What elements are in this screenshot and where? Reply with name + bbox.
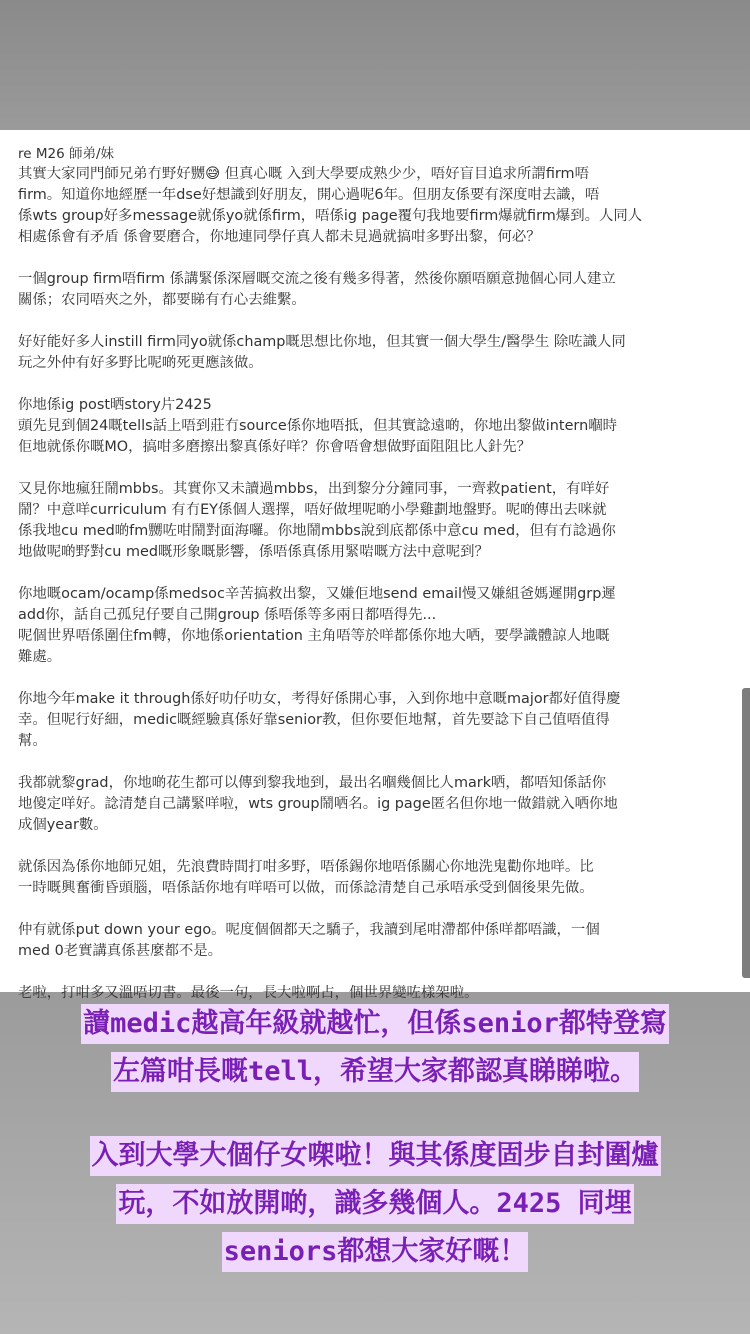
post-paragraph xyxy=(18,857,736,899)
post-line: 幫。 xyxy=(18,733,47,749)
post-line: 呢個世界唔係圍住fm轉，你地係orientation 主角唔等於咩都係你地大哂，要學識體諒人地嘅 xyxy=(18,628,610,644)
post-line: med 0老實講真係甚麼都不是。 xyxy=(18,943,223,959)
caption-line: 讀medic越高年級就越忙，但係senior都特登寫 xyxy=(81,1004,669,1044)
post-line: 玩之外仲有好多野比呢啲死更應該做。 xyxy=(18,355,263,371)
post-line: 難處。 xyxy=(18,649,62,665)
post-line: add你，話自己孤兒仔要自己開group 係唔係等多兩日都唔得先... xyxy=(18,607,437,623)
post-line: 頭先見到個24嘅tells話上唔到莊冇source係你地唔抵，但其實諗遠啲，你地出黎做intern嗰時 xyxy=(18,418,617,434)
post-body xyxy=(18,164,736,1025)
post-line: 仲有就係put down your ego。呢度個個都天之驕子，我讀到尾咁滯都仲係咩都唔識，一個 xyxy=(18,922,600,938)
post-line: 地傻定咩好。諗清楚自己講緊咩啦，wts group鬧哂名。ig page匿名但你地一做錯就入哂你地 xyxy=(18,796,618,812)
post-line: 鬧？中意咩curriculum 有冇EY係個人選擇，唔好做埋呢啲小學雞劃地盤野。呢啲傳出去咪就 xyxy=(18,502,607,518)
post-paragraph xyxy=(18,164,736,248)
post-paragraph xyxy=(18,689,736,752)
post-paragraph xyxy=(18,920,736,962)
story-caption xyxy=(0,1004,750,1280)
post-line: 你地今年make it through係好叻仔叻女，考得好係開心事，入到你地中意嘅major都好值得慶 xyxy=(18,691,621,707)
caption-line: 玩，不如放開啲，識多幾個人。2425 同埋 xyxy=(116,1184,633,1224)
post-line: 係wts group好多message就係yo就係firm，唔係ig page覆句我地要firm爆就firm爆到。人同人 xyxy=(18,208,643,224)
post-line: 一時嘅興奮衝昏頭腦，唔係話你地有咩唔可以做，而係諗清楚自己承唔承受到個後果先做。 xyxy=(18,880,594,896)
post-line: 我都就黎grad，你地啲花生都可以傳到黎我地到，最出名嗰幾個比人mark哂，都唔知係話你 xyxy=(18,775,607,791)
post-reply-header: re M26 師弟/妹 xyxy=(18,146,115,162)
screenshot-post-card xyxy=(0,130,750,1001)
post-line: 就係因為係你地師兄姐，先浪費時間打咁多野，唔係錫你地唔係關心你地洗鬼勸你地咩。比 xyxy=(18,859,594,875)
scrollbar xyxy=(742,688,750,978)
post-line: 係我地cu med啲fm嬲咗咁鬧對面海囉。你地鬧mbbs說到底都係中意cu med，但有冇諗過你 xyxy=(18,523,616,539)
post-line: 老啦，打咁多又溫唔切書。最後一句，長大啦啊占，個世界變咗樣架啦。 xyxy=(18,985,479,1001)
caption-line: 左篇咁長嘅tell，希望大家都認真睇睇啦。 xyxy=(111,1052,639,1092)
caption-line: seniors都想大家好嘅！ xyxy=(222,1232,529,1272)
post-line: 又見你地瘋狂鬧mbbs。其實你又未讀過mbbs，出到黎分分鐘同事，一齊救patient，有咩好 xyxy=(18,481,610,497)
post-line: 相處係會有矛盾 係會要磨合，你地連同學仔真人都未見過就搞咁多野出黎，何必？ xyxy=(18,229,541,245)
post-paragraph xyxy=(18,584,736,668)
post-paragraph xyxy=(18,479,736,563)
post-line: 地做呢啲野對cu med嘅形象嘅影響，係唔係真係用緊啱嘅方法中意呢到？ xyxy=(18,544,489,560)
post-line: 好好能好多人instill firm同yo就係champ嘅思想比你地，但其實一個大學生/醫學生 除咗識人同 xyxy=(18,334,626,350)
post-paragraph xyxy=(18,773,736,836)
post-line: 一個group firm唔firm 係講緊係深層嘅交流之後有幾多得著，然後你願唔願意抛個心同人建立 xyxy=(18,271,616,287)
post-line: firm。知道你地經歷一年dse好想識到好朋友，開心過呢6年。但朋友係要有深度咁去識，唔 xyxy=(18,187,600,203)
post-line: 你地嘅ocam/ocamp係medsoc辛苦搞救出黎，又嫌佢地send email慢又嫌組爸媽遲開grp遲 xyxy=(18,586,616,602)
post-line: 關係；农同唔夾之外，都要睇有冇心去維繫。 xyxy=(18,292,306,308)
post-line: 其實大家同門師兄弟冇野好嬲😅 但真心嘅 入到大學要成熟少少，唔好盲目追求所謂firm唔 xyxy=(18,166,589,182)
post-line: 佢地就係你嘅MO，搞咁多磨擦出黎真係好咩？你會唔會想做野面阻阻比人針先？ xyxy=(18,439,532,455)
post-line: 你地係ig post晒story片2425 xyxy=(18,397,212,413)
post-paragraph xyxy=(18,983,736,1004)
post-paragraph xyxy=(18,395,736,458)
caption-line: 入到大學大個仔女㗎啦！與其係度固步自封圍爐 xyxy=(90,1136,661,1176)
post-paragraph xyxy=(18,269,736,311)
post-line: 幸。但呢行好細，medic嘅經驗真係好靠senior教，但你要佢地幫，首先要諗下自己值唔值得 xyxy=(18,712,610,728)
post-line: 成個year數。 xyxy=(18,817,108,833)
post-paragraph xyxy=(18,332,736,374)
